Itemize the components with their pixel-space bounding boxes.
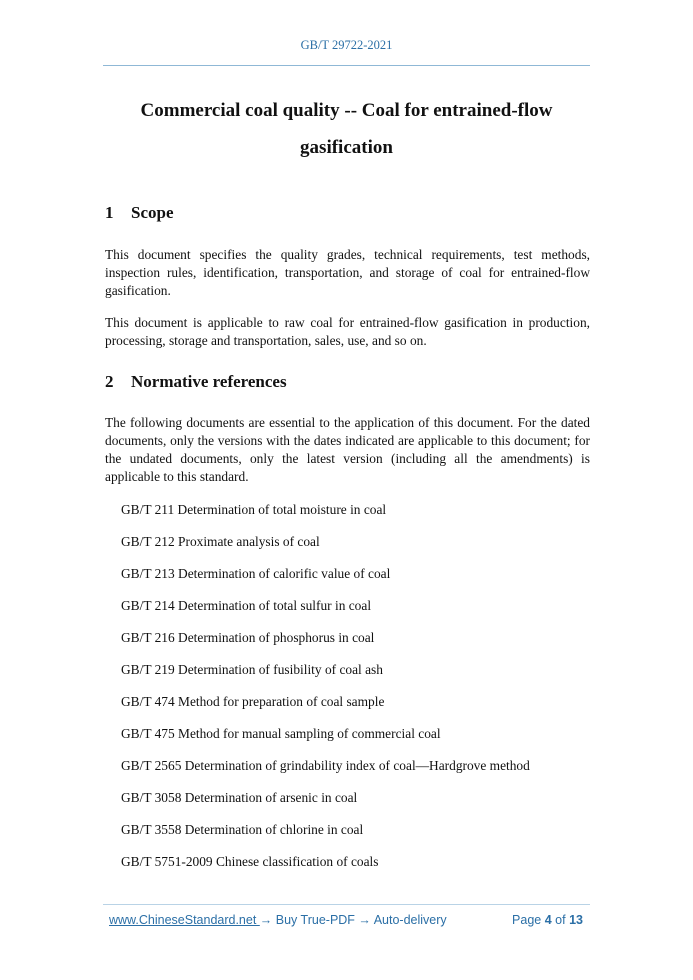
reference-item: GB/T 214 Determination of total sulfur in coal xyxy=(121,598,372,613)
scope-paragraph-2: This document is applicable to raw coal for entrained-flow gasification in production, processing, storage and transportation, sales, use, and so on. xyxy=(105,315,590,348)
page-of-label: of xyxy=(555,913,566,927)
reference-item: GB/T 3058 Determination of arsenic in coal xyxy=(121,790,358,805)
section-heading-scope xyxy=(105,203,174,223)
document-id-header: GB/T 29722-2021 xyxy=(300,38,393,52)
reference-item: GB/T 219 Determination of fusibility of coal ash xyxy=(121,662,383,677)
reference-item: GB/T 216 Determination of phosphorus in coal xyxy=(121,630,375,645)
section-title: Scope xyxy=(131,203,174,222)
section-number: 2 xyxy=(105,372,114,391)
footer-divider xyxy=(103,904,590,905)
page-current: 4 xyxy=(544,913,552,927)
footer xyxy=(109,913,589,927)
scope-paragraph-1: This document specifies the quality grades, technical requirements, test methods, inspection rules, identification, transportation, and storage of coal for entrained-flow gasification. xyxy=(105,247,590,298)
page-indicator xyxy=(512,913,583,927)
reference-item: GB/T 211 Determination of total moisture in coal xyxy=(121,502,387,517)
header-divider xyxy=(103,65,590,66)
reference-item: GB/T 2565 Determination of grindability index of coal—Hardgrove method xyxy=(121,758,530,773)
section-title: Normative references xyxy=(131,372,287,391)
title-line-1: Commercial coal quality -- Coal for entrained-flow xyxy=(140,100,553,121)
section-heading-normative-references xyxy=(105,372,287,392)
title-line-2: gasification xyxy=(300,137,393,158)
page-label: Page xyxy=(512,913,542,927)
reference-item: GB/T 3558 Determination of chlorine in coal xyxy=(121,822,364,837)
reference-item: GB/T 5751-2009 Chinese classification of coals xyxy=(121,854,379,869)
footer-delivery-text: → Buy True-PDF → Auto-delivery xyxy=(259,913,447,927)
page-total: 13 xyxy=(569,913,583,927)
reference-item: GB/T 213 Determination of calorific value of coal xyxy=(121,566,391,581)
reference-item: GB/T 474 Method for preparation of coal sample xyxy=(121,694,385,709)
chinese-standard-link[interactable]: www.ChineseStandard.net xyxy=(109,913,260,927)
reference-item: GB/T 475 Method for manual sampling of commercial coal xyxy=(121,726,441,741)
normative-references-paragraph: The following documents are essential to the application of this document. For the dated documents, only the versions with the dates indicated are applicable to this document; for the undated documents, only the latest version (including all the amendments) is applicable to this standard. xyxy=(105,415,590,484)
document-title xyxy=(103,92,590,166)
section-number: 1 xyxy=(105,203,114,222)
reference-item: GB/T 212 Proximate analysis of coal xyxy=(121,534,320,549)
